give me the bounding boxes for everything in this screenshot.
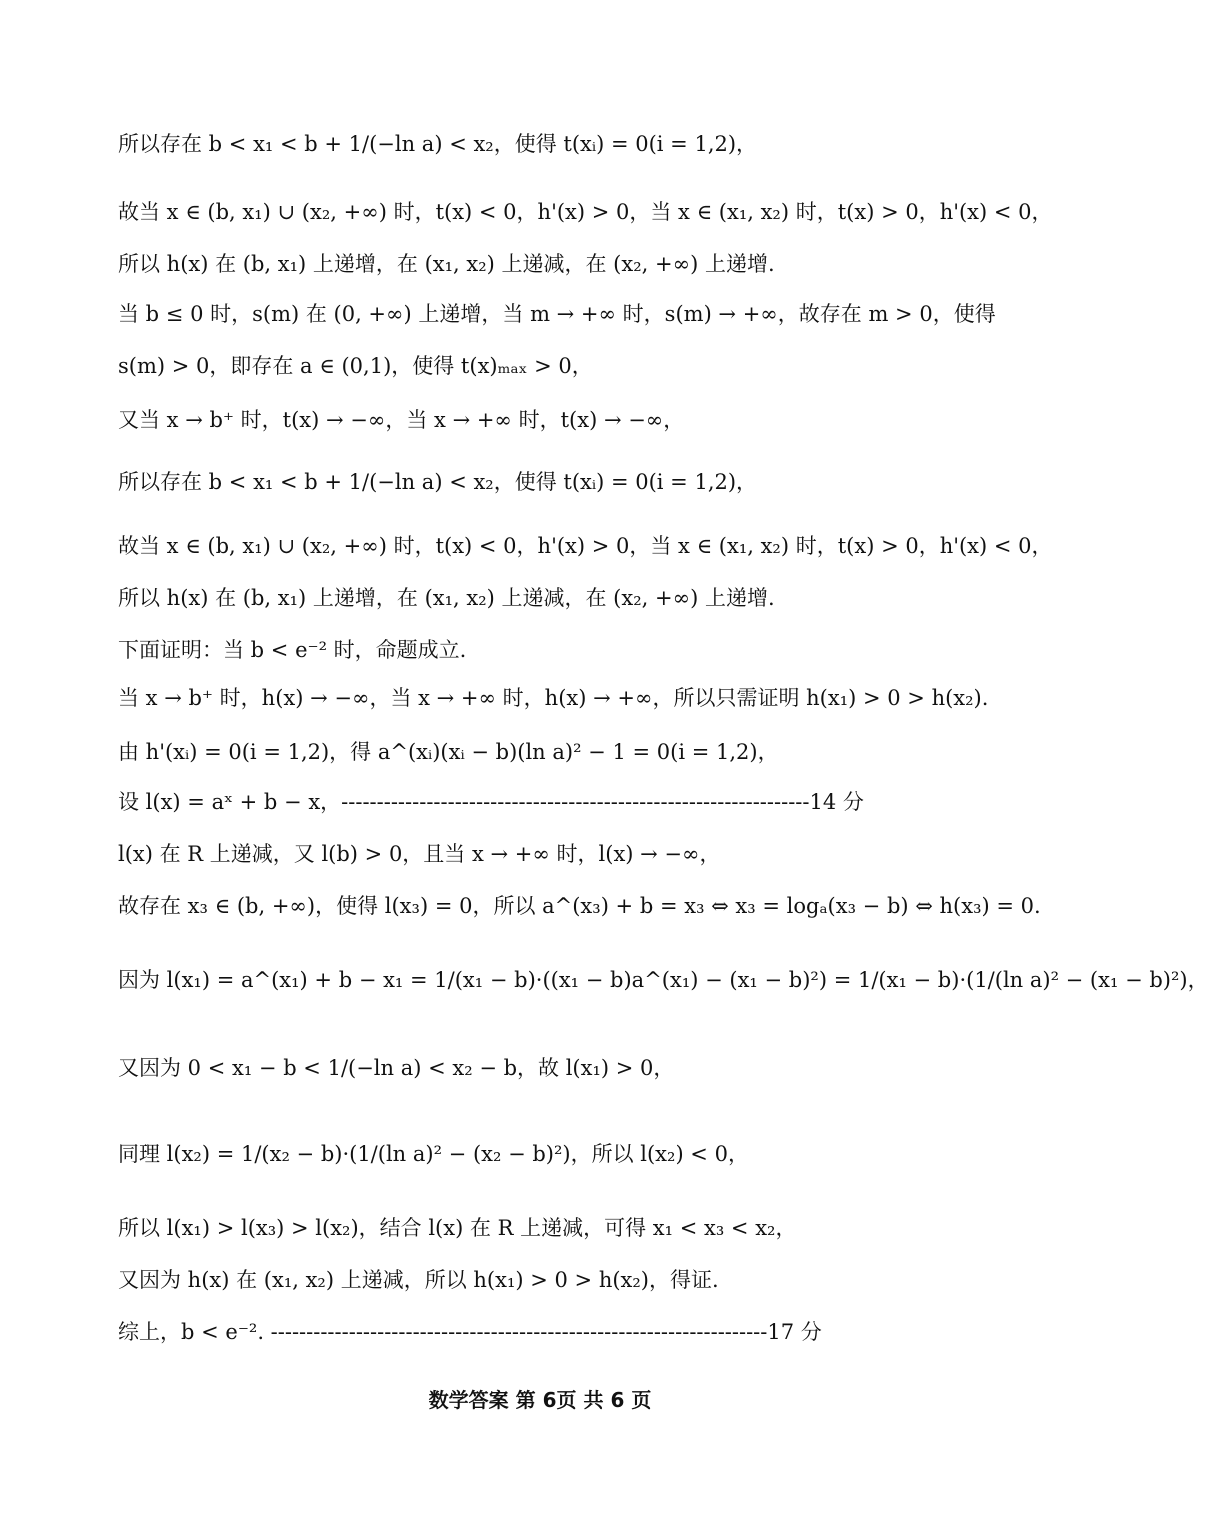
text-line: 又当 x → b⁺ 时，t(x) → −∞，当 x → +∞ 时，t(x) → −∞， [118,408,685,432]
text-line: 下面证明：当 b < e⁻² 时，命题成立. [118,638,467,662]
page-footer: 数学答案 第 6页 共 6 页 [428,1388,652,1412]
text-line: 故当 x ∈ (b, x₁) ∪ (x₂, +∞) 时，t(x) < 0，h'(x) > 0，当 x ∈ (x₁, x₂) 时，t(x) > 0，h'(x) < 0， [118,534,1053,558]
text-line: 故存在 x₃ ∈ (b, +∞)，使得 l(x₃) = 0，所以 a^(x₃) + b = x₃ ⇔ x₃ = logₐ(x₃ − b) ⇔ h(x₃) = 0. [118,894,1041,918]
text-line: 所以 h(x) 在 (b, x₁) 上递增，在 (x₁, x₂) 上递减，在 (x₂, +∞) 上递增. [118,252,775,276]
text-line: 又因为 h(x) 在 (x₁, x₂) 上递减，所以 h(x₁) > 0 > h(x₂)，得证. [118,1268,719,1292]
text-line: 故当 x ∈ (b, x₁) ∪ (x₂, +∞) 时，t(x) < 0，h'(x) > 0，当 x ∈ (x₁, x₂) 时，t(x) > 0，h'(x) < 0， [118,200,1053,224]
text-line: 所以 l(x₁) > l(x₃) > l(x₂)，结合 l(x) 在 R 上递减，可得 x₁ < x₃ < x₂， [118,1216,797,1240]
text-line: 同理 l(x₂) = 1/(x₂ − b)·(1/(ln a)² − (x₂ − b)²)，所以 l(x₂) < 0， [118,1142,749,1166]
text-line: 又因为 0 < x₁ − b < 1/(−ln a) < x₂ − b，故 l(x₁) > 0， [118,1056,675,1080]
text-line: 由 h'(xᵢ) = 0(i = 1,2)，得 a^(xᵢ)(xᵢ − b)(ln a)² − 1 = 0(i = 1,2)， [118,740,779,764]
text-line: 当 b ≤ 0 时，s(m) 在 (0, +∞) 上递增，当 m → +∞ 时，s(m) → +∞，故存在 m > 0，使得 [118,302,996,326]
text-line: 设 l(x) = aˣ + b − x，------------------------------------------------------------------14 分 [118,790,864,814]
text-line: 所以存在 b < x₁ < b + 1/(−ln a) < x₂，使得 t(xᵢ) = 0(i = 1,2)， [118,470,758,494]
text-line: 所以存在 b < x₁ < b + 1/(−ln a) < x₂，使得 t(xᵢ) = 0(i = 1,2)， [118,132,758,156]
text-line: 因为 l(x₁) = a^(x₁) + b − x₁ = 1/(x₁ − b)·((x₁ − b)a^(x₁) − (x₁ − b)²) = 1/(x₁ − b)·(1/(ln a)² − (x₁ − b)²)， [118,968,1209,992]
text-line: 当 x → b⁺ 时，h(x) → −∞，当 x → +∞ 时，h(x) → +∞，所以只需证明 h(x₁) > 0 > h(x₂). [118,686,989,710]
text-line: l(x) 在 R 上递减，又 l(b) > 0，且当 x → +∞ 时，l(x) → −∞， [118,842,721,866]
text-line: 综上，b < e⁻². ----------------------------------------------------------------------17 分 [118,1320,822,1344]
text-line: 所以 h(x) 在 (b, x₁) 上递增，在 (x₁, x₂) 上递减，在 (x₂, +∞) 上递增. [118,586,775,610]
text-line: s(m) > 0，即存在 a ∈ (0,1)，使得 t(x)ₘₐₓ > 0， [118,354,593,378]
